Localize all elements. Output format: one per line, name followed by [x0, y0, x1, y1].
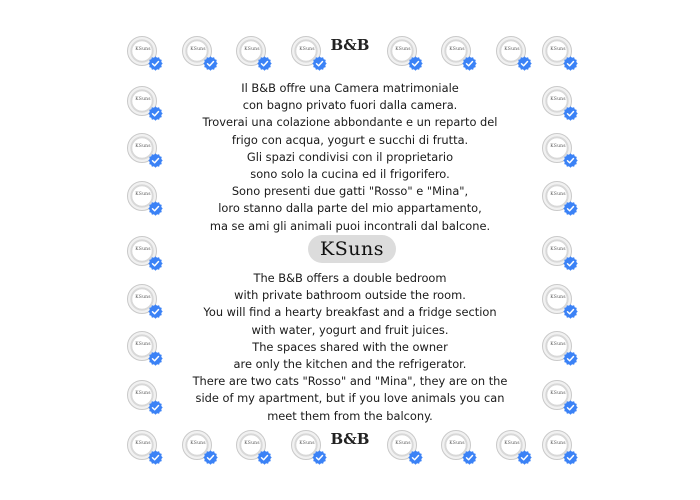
verified-check-icon	[312, 56, 327, 71]
verified-seal-badge	[542, 331, 578, 367]
verified-seal-badge	[127, 331, 163, 367]
verified-check-icon	[257, 56, 272, 71]
italian-line: sono solo la cucina ed il frigorifero.	[250, 167, 450, 182]
english-line: You will find a hearty breakfast and a fridge section	[203, 305, 497, 320]
verified-seal-badge	[387, 36, 423, 72]
italian-line: Sono presenti due gatti "Rosso" e "Mina",	[231, 184, 469, 199]
english-line: There are two cats "Rosso" and "Mina", they are on the	[192, 374, 508, 389]
seal-text: KSuns	[550, 97, 566, 102]
english-line: are only the kitchen and the refrigerator.	[233, 357, 467, 372]
seal-text: KSuns	[244, 441, 260, 446]
verified-check-icon	[148, 256, 163, 271]
seal-text: KSuns	[135, 295, 151, 300]
verified-check-icon	[517, 450, 532, 465]
verified-seal-badge	[182, 430, 218, 466]
english-line: with water, yogurt and fruit juices.	[251, 322, 449, 337]
verified-check-icon	[148, 56, 163, 71]
english-line: The spaces shared with the owner	[252, 339, 448, 354]
verified-check-icon	[148, 351, 163, 366]
italian-line: ma se ami gli animali puoi incontrali dal balcone.	[209, 218, 491, 233]
italian-line: loro stanno dalla parte del mio appartamento,	[218, 201, 482, 216]
seal-text: KSuns	[135, 342, 151, 347]
verified-seal-badge	[441, 36, 477, 72]
verified-seal-badge	[127, 86, 163, 122]
verified-check-icon	[563, 153, 578, 168]
seal-text: KSuns	[135, 441, 151, 446]
verified-seal-badge	[542, 430, 578, 466]
seal-text: KSuns	[550, 295, 566, 300]
verified-check-icon	[563, 256, 578, 271]
seal-text: KSuns	[299, 47, 315, 52]
verified-seal-badge	[127, 236, 163, 272]
seal-text: KSuns	[395, 47, 411, 52]
verified-seal-badge	[127, 284, 163, 320]
verified-check-icon	[563, 201, 578, 216]
english-line: The B&B offers a double bedroom	[253, 271, 447, 285]
verified-seal-badge	[127, 133, 163, 169]
header-title: B&B	[330, 36, 370, 54]
english-line: meet them from the balcony.	[267, 408, 433, 423]
verified-check-icon	[408, 450, 423, 465]
seal-text: KSuns	[299, 441, 315, 446]
verified-check-icon	[148, 304, 163, 319]
seal-text: KSuns	[550, 441, 566, 446]
english-line: with private bathroom outside the room.	[234, 288, 466, 303]
seal-text: KSuns	[449, 47, 465, 52]
seal-text: KSuns	[135, 144, 151, 149]
seal-text: KSuns	[550, 391, 566, 396]
seal-text: KSuns	[504, 441, 520, 446]
seal-text: KSuns	[550, 47, 566, 52]
verified-check-icon	[148, 106, 163, 121]
verified-seal-badge	[236, 430, 272, 466]
seal-text: KSuns	[135, 247, 151, 252]
verified-check-icon	[563, 106, 578, 121]
seal-text: KSuns	[244, 47, 260, 52]
seal-text: KSuns	[135, 47, 151, 52]
verified-check-icon	[408, 56, 423, 71]
verified-check-icon	[257, 450, 272, 465]
verified-check-icon	[517, 56, 532, 71]
italian-line: Il B&B offre una Camera matrimoniale	[241, 81, 459, 95]
verified-seal-badge	[127, 430, 163, 466]
verified-seal-badge	[542, 236, 578, 272]
verified-check-icon	[148, 153, 163, 168]
verified-check-icon	[563, 351, 578, 366]
verified-check-icon	[563, 400, 578, 415]
verified-check-icon	[148, 450, 163, 465]
verified-seal-badge	[542, 284, 578, 320]
ksuns-logo	[308, 235, 396, 263]
verified-seal-badge	[542, 133, 578, 169]
verified-check-icon	[148, 201, 163, 216]
verified-check-icon	[203, 450, 218, 465]
seal-text: KSuns	[135, 97, 151, 102]
italian-line: Troverai una colazione abbondante e un reparto del	[202, 115, 498, 130]
seal-text: KSuns	[550, 192, 566, 197]
italian-description	[170, 80, 530, 235]
verified-seal-badge	[127, 380, 163, 416]
italian-line: frigo con acqua, yogurt e succhi di frutta.	[231, 132, 469, 147]
italian-line: Gli spazi condivisi con il proprietario	[246, 149, 454, 164]
seal-text: KSuns	[190, 47, 206, 52]
seal-text: KSuns	[504, 47, 520, 52]
english-line: side of my apartment, but if you love animals you can	[195, 391, 505, 406]
verified-seal-badge	[496, 36, 532, 72]
verified-seal-badge	[542, 380, 578, 416]
verified-seal-badge	[127, 36, 163, 72]
verified-check-icon	[563, 450, 578, 465]
english-description	[170, 270, 530, 425]
verified-seal-badge	[441, 430, 477, 466]
seal-text: KSuns	[550, 144, 566, 149]
verified-seal-badge	[182, 36, 218, 72]
verified-seal-badge	[236, 36, 272, 72]
seal-text: KSuns	[395, 441, 411, 446]
seal-text: KSuns	[449, 441, 465, 446]
verified-check-icon	[563, 56, 578, 71]
logo-text: KSuns	[320, 238, 384, 260]
footer-title: B&B	[330, 430, 370, 448]
verified-seal-badge	[387, 430, 423, 466]
verified-seal-badge	[127, 181, 163, 217]
seal-text: KSuns	[135, 192, 151, 197]
seal-text: KSuns	[550, 247, 566, 252]
verified-seal-badge	[542, 86, 578, 122]
verified-seal-badge	[542, 36, 578, 72]
seal-text: KSuns	[135, 391, 151, 396]
verified-check-icon	[148, 400, 163, 415]
verified-check-icon	[203, 56, 218, 71]
verified-check-icon	[462, 56, 477, 71]
verified-check-icon	[312, 450, 327, 465]
verified-check-icon	[462, 450, 477, 465]
italian-line: con bagno privato fuori dalla camera.	[242, 98, 458, 113]
verified-check-icon	[563, 304, 578, 319]
seal-text: KSuns	[190, 441, 206, 446]
verified-seal-badge	[542, 181, 578, 217]
verified-seal-badge	[496, 430, 532, 466]
seal-text: KSuns	[550, 342, 566, 347]
